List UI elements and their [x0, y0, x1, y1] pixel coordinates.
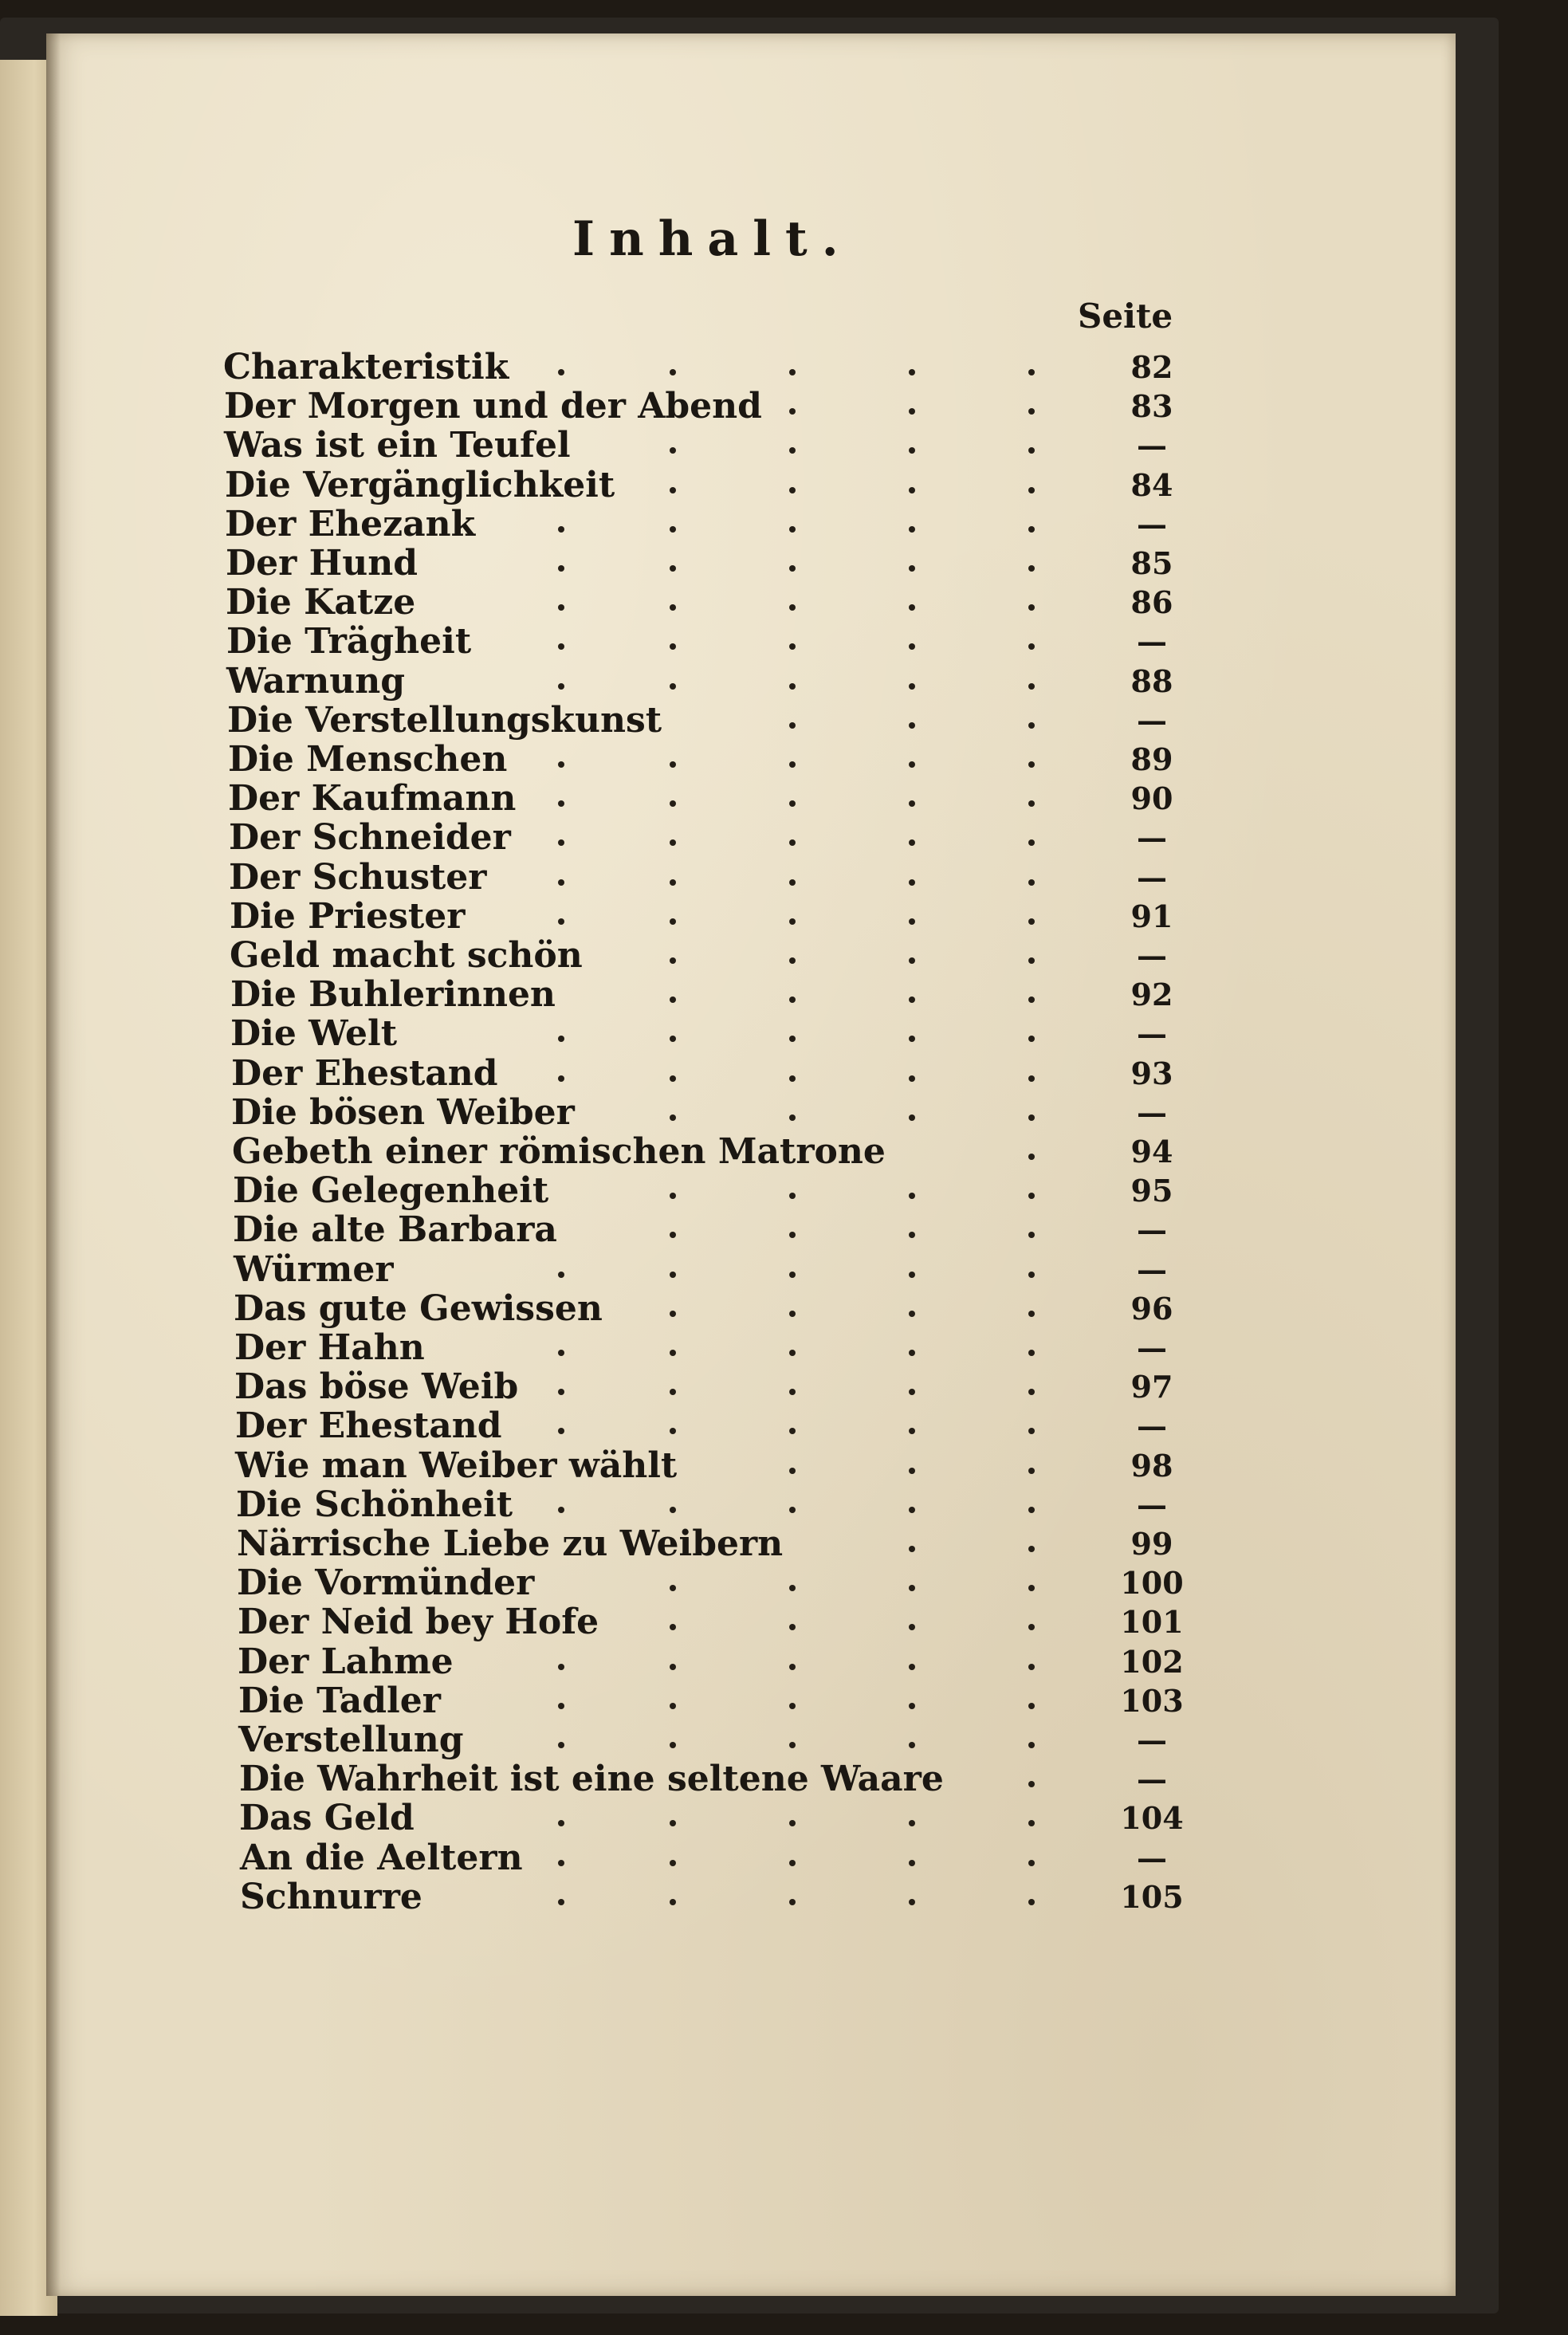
- leader-dot: [670, 1624, 676, 1630]
- leader-dot: [909, 1585, 915, 1591]
- leader-dot: [670, 1036, 676, 1042]
- leader-dot: [670, 1585, 676, 1591]
- leader-dot: [1028, 526, 1035, 533]
- toc-entry-title: Die Trägheit: [226, 621, 472, 662]
- leader-dot: [789, 1428, 796, 1434]
- page-title: Inhalt.: [572, 211, 853, 267]
- leader-dot: [670, 1820, 676, 1826]
- leader-dot: [909, 1232, 915, 1238]
- leader-dot: [670, 1232, 676, 1238]
- leader-dot: [789, 918, 796, 925]
- leader-dot: [789, 643, 796, 650]
- toc-entry-title: Der Schneider: [229, 817, 511, 859]
- leader-dot: [1028, 1272, 1035, 1278]
- toc-entry: [0, 1093, 1568, 1132]
- toc-entry: [0, 1759, 1568, 1798]
- leader-dot: [909, 447, 915, 454]
- toc-entry-page: —: [1137, 505, 1167, 542]
- leader-dot: [1028, 839, 1035, 846]
- toc-entry: [0, 701, 1568, 740]
- toc-entry-page: 96: [1130, 1290, 1173, 1327]
- toc-entry: [0, 1485, 1568, 1524]
- leader-dot: [1028, 408, 1035, 415]
- leader-dot: [1028, 604, 1035, 611]
- leader-dot: [1028, 1311, 1035, 1317]
- leader-dot: [909, 722, 915, 729]
- leader-dot: [1028, 1193, 1035, 1199]
- toc-entry-page: 91: [1130, 898, 1173, 934]
- leader-dot: [670, 526, 676, 533]
- toc-entry-title: Die Verstellungskunst: [227, 699, 662, 741]
- toc-entry-title: Närrische Liebe zu Weibern: [237, 1523, 784, 1564]
- leader-dot: [789, 997, 796, 1003]
- leader-dot: [909, 643, 915, 650]
- leader-dot: [909, 1664, 915, 1670]
- leader-dot: [909, 408, 915, 415]
- leader-dot: [909, 918, 915, 925]
- leader-dot: [909, 761, 915, 768]
- toc-entry-page: —: [1137, 1016, 1167, 1052]
- leader-dot: [558, 1703, 564, 1709]
- toc-entry: [0, 426, 1568, 465]
- leader-dot: [558, 369, 564, 375]
- leader-dot: [1028, 1781, 1035, 1787]
- leader-dot: [1028, 1546, 1035, 1552]
- toc-entry-title: Die Priester: [230, 895, 466, 937]
- toc-entry: [0, 975, 1568, 1014]
- toc-entry-title: Die alte Barbara: [233, 1209, 557, 1251]
- leader-dot: [789, 839, 796, 846]
- toc-entry-page: 104: [1120, 1800, 1184, 1837]
- leader-dot: [789, 1899, 796, 1905]
- toc-entry: [0, 1328, 1568, 1367]
- toc-entry: [0, 466, 1568, 505]
- toc-entry: [0, 662, 1568, 701]
- leader-dot: [789, 879, 796, 886]
- leader-dot: [670, 447, 676, 454]
- leader-dot: [558, 1036, 564, 1042]
- leader-dot: [909, 1193, 915, 1199]
- leader-dot: [558, 565, 564, 572]
- leader-dot: [1028, 997, 1035, 1003]
- leader-dot: [909, 1899, 915, 1905]
- leader-dot: [789, 957, 796, 964]
- leader-dot: [909, 487, 915, 493]
- toc-entry-page: 98: [1130, 1447, 1173, 1484]
- toc-entry-title: Die Gelegenheit: [233, 1170, 549, 1212]
- leader-dot: [909, 1114, 915, 1121]
- leader-dot: [789, 1075, 796, 1082]
- toc-entry-page: —: [1137, 1722, 1167, 1758]
- leader-dot: [789, 487, 796, 493]
- leader-dot: [909, 879, 915, 886]
- leader-dot: [789, 1624, 796, 1630]
- toc-entry: [0, 1877, 1568, 1916]
- toc-entry: [0, 387, 1568, 426]
- leader-dot: [558, 604, 564, 611]
- toc-entry-page: —: [1137, 859, 1167, 895]
- leader-dot: [789, 447, 796, 454]
- toc-entry: [0, 544, 1568, 583]
- toc-entry: [0, 1798, 1568, 1838]
- toc-entry-title: Was ist ein Teufel: [224, 425, 571, 466]
- leader-dot: [789, 1585, 796, 1591]
- toc-entry: [0, 936, 1568, 975]
- leader-dot: [789, 565, 796, 572]
- leader-dot: [1028, 1507, 1035, 1513]
- toc-entry-title: Warnung: [226, 660, 406, 702]
- leader-dot: [558, 1820, 564, 1826]
- leader-dot: [670, 839, 676, 846]
- toc-entry-title: Die Schönheit: [236, 1484, 513, 1525]
- toc-entry-title: Die Menschen: [228, 739, 508, 780]
- toc-entry-title: Der Morgen und der Abend: [224, 386, 762, 427]
- leader-dot: [670, 683, 676, 690]
- toc-entry-page: —: [1137, 1094, 1167, 1130]
- toc-entry-page: 85: [1130, 545, 1173, 581]
- leader-dot: [558, 1272, 564, 1278]
- toc-entry-title: Der Hahn: [234, 1327, 425, 1368]
- leader-dot: [789, 1703, 796, 1709]
- leader-dot: [1028, 1703, 1035, 1709]
- leader-dot: [1028, 1036, 1035, 1042]
- toc-entry-title: Der Neid bey Hofe: [238, 1602, 599, 1643]
- toc-entry-title: Das gute Gewissen: [234, 1287, 603, 1329]
- toc-entry: [0, 1289, 1568, 1328]
- toc-entry: [0, 779, 1568, 818]
- leader-dot: [789, 1664, 796, 1670]
- leader-dot: [558, 800, 564, 807]
- leader-dot: [789, 526, 796, 533]
- toc-entry-page: 82: [1130, 349, 1173, 385]
- leader-dot: [909, 604, 915, 611]
- toc-entry-title: Der Lahme: [238, 1641, 454, 1682]
- leader-dot: [789, 1468, 796, 1474]
- leader-dot: [558, 1899, 564, 1905]
- toc-entry: [0, 1210, 1568, 1249]
- toc-entry-page: —: [1137, 820, 1167, 856]
- toc-entry: [0, 1014, 1568, 1053]
- leader-dot: [1028, 369, 1035, 375]
- toc-entry-title: Gebeth einer römischen Matrone: [232, 1131, 886, 1172]
- toc-entry-page: —: [1137, 938, 1167, 973]
- toc-entry-title: Die Tadler: [238, 1680, 441, 1721]
- leader-dot: [558, 1350, 564, 1356]
- leader-dot: [1028, 565, 1035, 572]
- toc-entry: [0, 740, 1568, 779]
- toc-entry-page: 105: [1120, 1878, 1184, 1915]
- leader-dot: [1028, 1820, 1035, 1826]
- leader-dot: [670, 565, 676, 572]
- leader-dot: [670, 1742, 676, 1748]
- leader-dot: [789, 1232, 796, 1238]
- leader-dot: [789, 722, 796, 729]
- leader-dot: [558, 761, 564, 768]
- leader-dot: [1028, 1664, 1035, 1670]
- toc-entry-page: —: [1137, 1486, 1167, 1523]
- toc-entry-page: 94: [1130, 1134, 1173, 1169]
- leader-dot: [670, 1703, 676, 1709]
- toc-entry: [0, 1563, 1568, 1602]
- toc-entry: [0, 1250, 1568, 1289]
- toc-entry-page: 84: [1130, 466, 1173, 503]
- toc-entry-page: 101: [1120, 1604, 1184, 1641]
- toc-entry-page: 83: [1130, 388, 1173, 425]
- leader-dot: [909, 1428, 915, 1434]
- leader-dot: [789, 1036, 796, 1042]
- toc-entry: [0, 858, 1568, 897]
- leader-dot: [670, 369, 676, 375]
- toc-entry-title: Der Hund: [226, 543, 418, 584]
- leader-dot: [1028, 957, 1035, 964]
- toc-entry-page: 103: [1120, 1682, 1184, 1719]
- leader-dot: [789, 800, 796, 807]
- leader-dot: [558, 1075, 564, 1082]
- leader-dot: [789, 1311, 796, 1317]
- toc-entry-page: —: [1137, 427, 1167, 464]
- leader-dot: [909, 1860, 915, 1866]
- toc-entry-title: Geld macht schön: [230, 935, 583, 976]
- toc-entry: [0, 897, 1568, 936]
- leader-dot: [789, 1507, 796, 1513]
- toc-entry: [0, 1171, 1568, 1210]
- leader-dot: [909, 1507, 915, 1513]
- leader-dot: [909, 1272, 915, 1278]
- leader-dot: [1028, 447, 1035, 454]
- leader-dot: [670, 879, 676, 886]
- toc-entry-page: 93: [1130, 1055, 1173, 1091]
- leader-dot: [1028, 1899, 1035, 1905]
- leader-dot: [558, 643, 564, 650]
- leader-dot: [558, 918, 564, 925]
- toc-entry-page: 88: [1130, 662, 1173, 699]
- leader-dot: [789, 1350, 796, 1356]
- leader-dot: [670, 761, 676, 768]
- leader-dot: [1028, 1389, 1035, 1395]
- toc-entry-title: Das Geld: [239, 1798, 415, 1839]
- leader-dot: [558, 683, 564, 690]
- leader-dot: [670, 918, 676, 925]
- leader-dot: [789, 604, 796, 611]
- toc-entry: [0, 818, 1568, 857]
- leader-dot: [670, 1272, 676, 1278]
- toc-entry-title: Die Welt: [230, 1013, 398, 1055]
- leader-dot: [558, 1742, 564, 1748]
- leader-dot: [1028, 761, 1035, 768]
- toc-entry: [0, 1838, 1568, 1877]
- leader-dot: [670, 1507, 676, 1513]
- leader-dot: [789, 683, 796, 690]
- toc-entry-page: —: [1137, 623, 1167, 660]
- toc-entry-page: 89: [1130, 741, 1173, 777]
- toc-entry-page: 86: [1130, 584, 1173, 621]
- toc-entry-title: Charakteristik: [223, 347, 509, 387]
- toc-entry: [0, 583, 1568, 622]
- toc-entry-page: 90: [1130, 780, 1173, 817]
- leader-dot: [1028, 1742, 1035, 1748]
- toc-entry-page: —: [1137, 1251, 1167, 1287]
- leader-dot: [670, 1389, 676, 1395]
- toc-entry-title: Die Vergänglichkeit: [225, 464, 615, 505]
- leader-dot: [670, 800, 676, 807]
- leader-dot: [670, 604, 676, 611]
- leader-dot: [909, 369, 915, 375]
- leader-dot: [909, 1703, 915, 1709]
- toc-entry-page: 99: [1130, 1526, 1173, 1562]
- leader-dot: [1028, 1428, 1035, 1434]
- toc-entry-title: Die bösen Weiber: [231, 1091, 575, 1133]
- leader-dot: [909, 1624, 915, 1630]
- toc-entry-page: 95: [1130, 1173, 1173, 1209]
- leader-dot: [558, 1389, 564, 1395]
- leader-dot: [1028, 1468, 1035, 1474]
- leader-dot: [909, 1468, 915, 1474]
- leader-dot: [909, 1389, 915, 1395]
- toc-entry-title: Der Ehestand: [231, 1052, 498, 1094]
- leader-dot: [670, 1860, 676, 1866]
- toc-entry: [0, 348, 1568, 387]
- leader-dot: [789, 1860, 796, 1866]
- leader-dot: [558, 1664, 564, 1670]
- toc-entry-title: Der Schuster: [229, 856, 487, 898]
- leader-dot: [1028, 1860, 1035, 1866]
- toc-entry-title: Die Wahrheit ist eine seltene Waare: [239, 1759, 944, 1800]
- leader-dot: [909, 1311, 915, 1317]
- leader-dot: [670, 487, 676, 493]
- leader-dot: [789, 1742, 796, 1748]
- toc-entry: [0, 1602, 1568, 1641]
- leader-dot: [789, 369, 796, 375]
- leader-dot: [909, 1075, 915, 1082]
- leader-dot: [909, 1350, 915, 1356]
- leader-dot: [1028, 1585, 1035, 1591]
- leader-dot: [558, 839, 564, 846]
- leader-dot: [1028, 643, 1035, 650]
- leader-dot: [789, 1820, 796, 1826]
- toc-entry: [0, 1720, 1568, 1759]
- toc-entry-title: Der Ehestand: [235, 1405, 502, 1447]
- leader-dot: [1028, 918, 1035, 925]
- toc-entry-title: An die Aeltern: [240, 1837, 523, 1878]
- toc-entry-page: —: [1137, 1839, 1167, 1876]
- leader-dot: [670, 997, 676, 1003]
- toc-entry-title: Wie man Weiber wählt: [235, 1445, 678, 1486]
- leader-dot: [1028, 1114, 1035, 1121]
- leader-dot: [1028, 1232, 1035, 1238]
- leader-dot: [1028, 1154, 1035, 1160]
- toc-entry-title: Die Buhlerinnen: [230, 974, 556, 1016]
- toc-entry: [0, 1054, 1568, 1093]
- leader-dot: [909, 526, 915, 533]
- leader-dot: [909, 1546, 915, 1552]
- leader-dot: [1028, 722, 1035, 729]
- leader-dot: [670, 957, 676, 964]
- toc-entry-page: 97: [1130, 1369, 1173, 1405]
- leader-dot: [558, 1507, 564, 1513]
- toc-entry-page: 92: [1130, 977, 1173, 1013]
- leader-dot: [909, 839, 915, 846]
- leader-dot: [789, 408, 796, 415]
- leader-dot: [558, 526, 564, 533]
- leader-dot: [789, 761, 796, 768]
- leader-dot: [670, 1311, 676, 1317]
- leader-dot: [789, 1114, 796, 1121]
- toc-entry: [0, 1446, 1568, 1485]
- leader-dot: [789, 1272, 796, 1278]
- toc-entry-page: —: [1137, 1212, 1167, 1248]
- leader-dot: [558, 879, 564, 886]
- toc-entry: [0, 1406, 1568, 1445]
- leader-dot: [670, 1193, 676, 1199]
- leader-dot: [909, 565, 915, 572]
- leader-dot: [1028, 879, 1035, 886]
- leader-dot: [909, 997, 915, 1003]
- leader-dot: [670, 1350, 676, 1356]
- toc-entry-title: Die Vormünder: [237, 1563, 535, 1604]
- leader-dot: [670, 643, 676, 650]
- leader-dot: [789, 1193, 796, 1199]
- leader-dot: [1028, 487, 1035, 493]
- toc-entry: [0, 1132, 1568, 1171]
- toc-entry-page: —: [1137, 1330, 1167, 1366]
- leader-dot: [909, 800, 915, 807]
- toc-entry-title: Schnurre: [240, 1876, 422, 1917]
- leader-dot: [909, 1742, 915, 1748]
- toc-entry-page: 100: [1120, 1565, 1184, 1602]
- leader-dot: [558, 1860, 564, 1866]
- leader-dot: [909, 683, 915, 690]
- toc-entry: [0, 1642, 1568, 1681]
- leader-dot: [1028, 1624, 1035, 1630]
- leader-dot: [1028, 683, 1035, 690]
- toc-entry: [0, 1524, 1568, 1563]
- toc-entry: [0, 1681, 1568, 1720]
- toc-entry-title: Verstellung: [238, 1720, 464, 1760]
- toc-entry-title: Der Kaufmann: [228, 778, 517, 820]
- leader-dot: [789, 1389, 796, 1395]
- leader-dot: [670, 1428, 676, 1434]
- toc-entry-page: —: [1137, 1761, 1167, 1798]
- leader-dot: [909, 957, 915, 964]
- toc-entry: [0, 622, 1568, 661]
- leader-dot: [1028, 1075, 1035, 1082]
- leader-dot: [670, 1899, 676, 1905]
- leader-dot: [558, 1428, 564, 1434]
- toc-entry-page: —: [1137, 1408, 1167, 1445]
- toc-entry-title: Der Ehezank: [225, 503, 476, 544]
- leader-dot: [1028, 800, 1035, 807]
- leader-dot: [909, 1036, 915, 1042]
- leader-dot: [670, 1114, 676, 1121]
- leader-dot: [909, 1820, 915, 1826]
- toc-entry-page: —: [1137, 702, 1167, 738]
- leader-dot: [670, 1075, 676, 1082]
- toc-entry-title: Das böse Weib: [234, 1366, 519, 1408]
- toc-entry: [0, 1367, 1568, 1406]
- toc-entry-page: 102: [1120, 1643, 1184, 1680]
- page-column-header: Seite: [1078, 297, 1173, 336]
- leader-dot: [670, 1664, 676, 1670]
- toc-entry: [0, 505, 1568, 544]
- leader-dot: [1028, 1350, 1035, 1356]
- toc-entry-title: Würmer: [234, 1248, 394, 1290]
- toc-entry-title: Die Katze: [226, 582, 416, 623]
